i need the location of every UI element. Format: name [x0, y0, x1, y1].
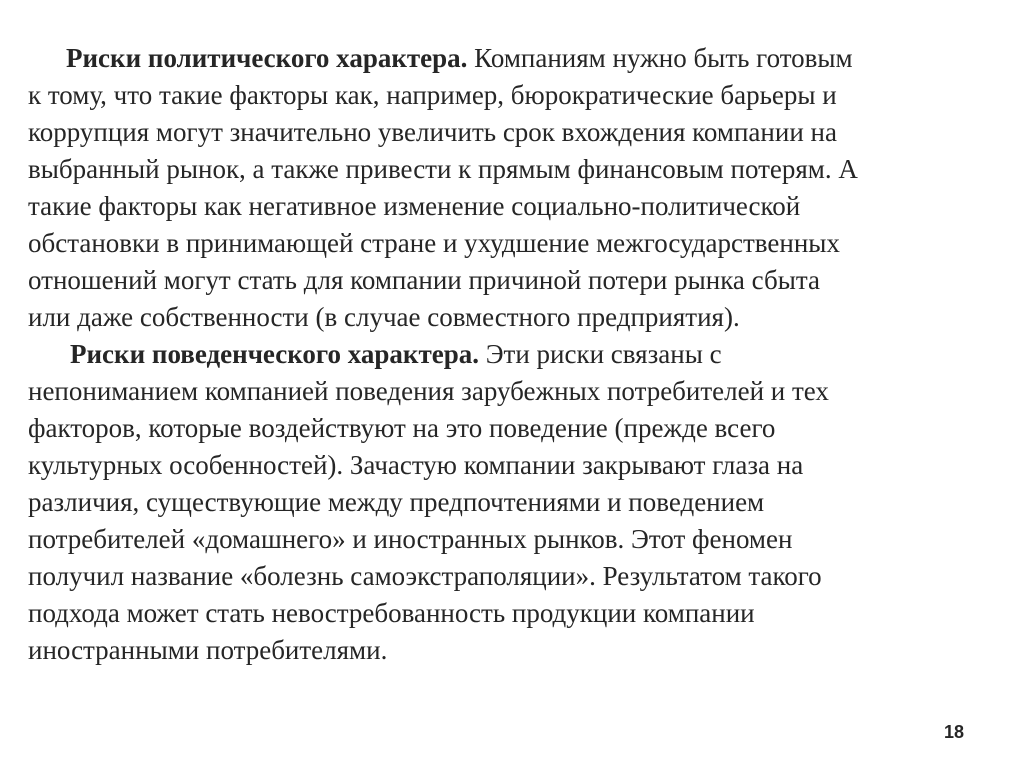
text-line: подхода может стать невостребованность продукции компании	[28, 598, 755, 628]
heading-political-risks: Риски политического характера.	[66, 43, 468, 73]
text-line: Компаниям нужно быть готовым	[467, 43, 853, 73]
text-line: непониманием компанией поведения зарубежных потребителей и тех	[28, 376, 829, 406]
text-line: такие факторы как негативное изменение социально-политической	[28, 191, 801, 221]
text-line: факторов, которые воздействуют на это поведение (прежде всего	[28, 413, 776, 443]
text-line: отношений могут стать для компании причиной потери рынка сбыта	[28, 265, 820, 295]
text-line: культурных особенностей). Зачастую компании закрывают глаза на	[28, 450, 804, 480]
paragraph-political-risks-line-1	[28, 40, 998, 77]
heading-behavioral-risks: Риски поведенческого характера.	[70, 339, 479, 369]
page-number: 18	[944, 722, 965, 742]
text-line: или даже собственности (в случае совместного предприятия).	[28, 302, 740, 332]
text-line: обстановки в принимающей стране и ухудшение межгосударственных	[28, 228, 840, 258]
body-text	[28, 40, 998, 669]
text-line: получил название «болезнь самоэкстраполяции». Результатом такого	[28, 561, 822, 591]
text-line: коррупция могут значительно увеличить срок вхождения компании на	[28, 117, 837, 147]
text-line: различия, существующие между предпочтениями и поведением	[28, 487, 765, 517]
text-line: Эти риски связаны с	[478, 339, 722, 369]
text-line: иностранными потребителями.	[28, 635, 388, 665]
paragraph-behavioral-risks-line-1	[28, 336, 998, 373]
text-line: выбранный рынок, а также привести к прямым финансовым потерям. А	[28, 154, 858, 184]
text-line: к тому, что такие факторы как, например, бюрократические барьеры и	[28, 80, 837, 110]
text-line: потребителей «домашнего» и иностранных рынков. Этот феномен	[28, 524, 793, 554]
